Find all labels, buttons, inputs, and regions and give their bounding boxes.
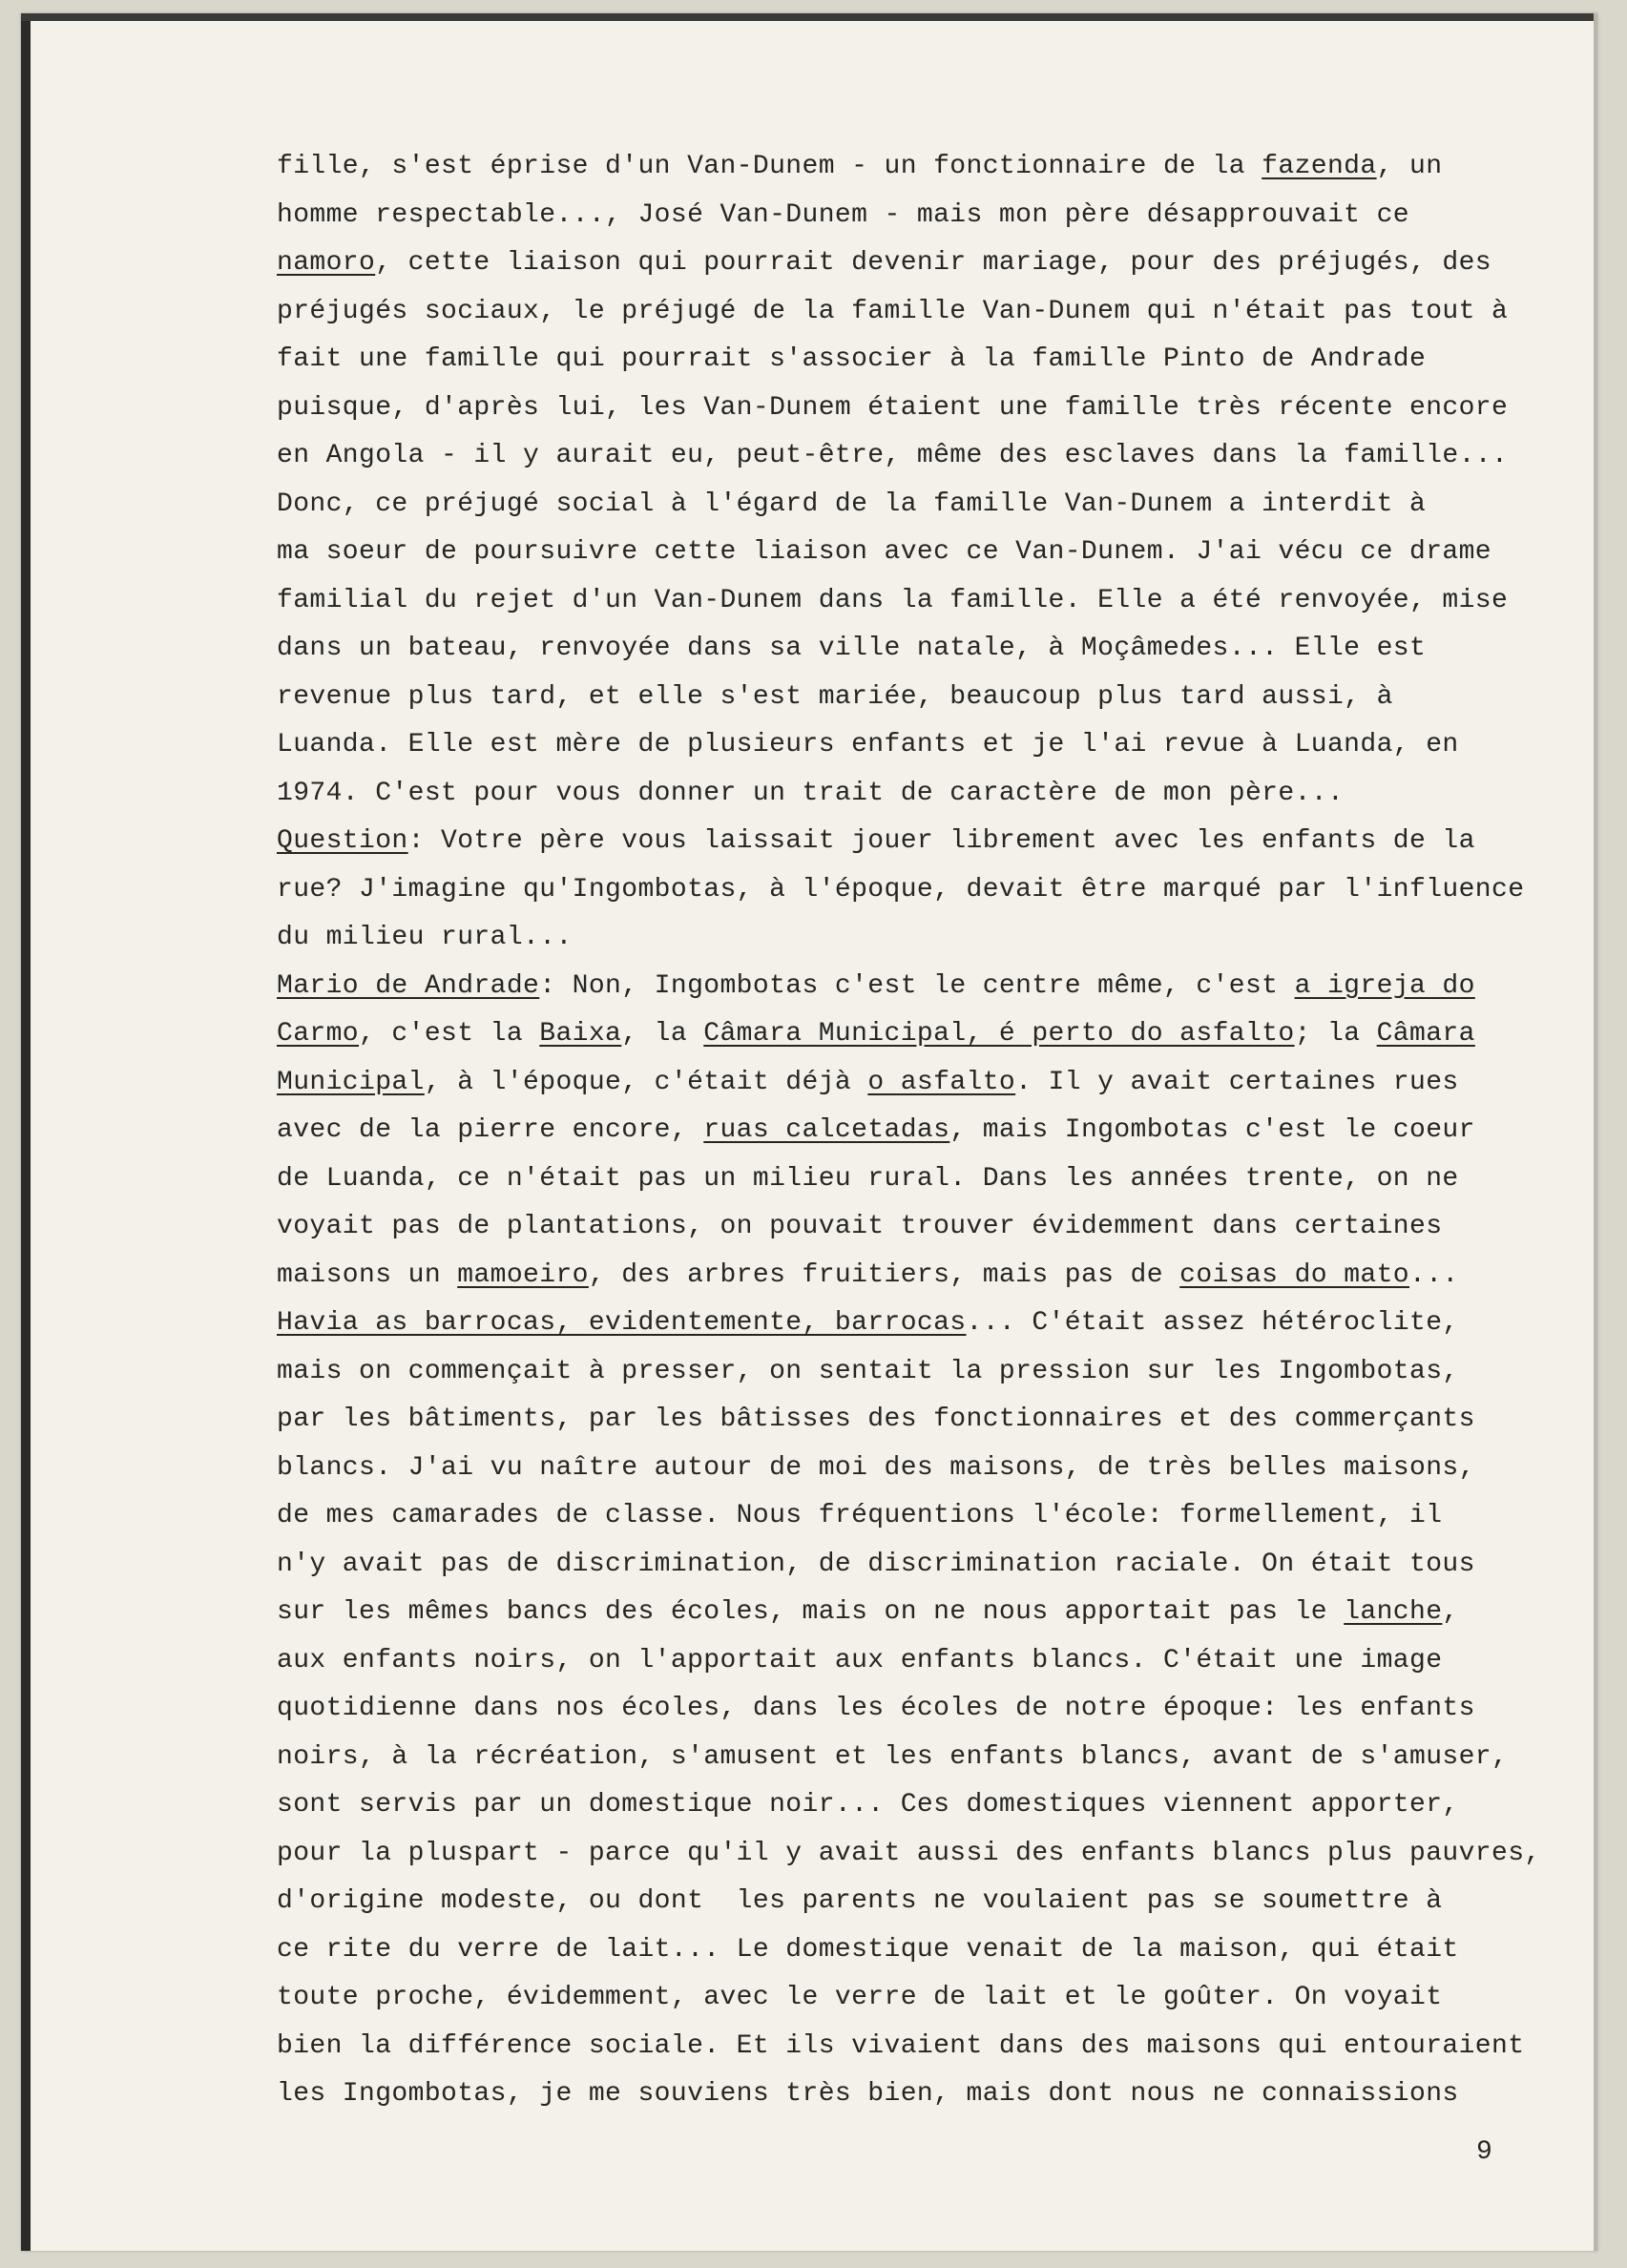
text-line <box>277 1010 1575 1059</box>
text-line <box>277 1203 1575 1252</box>
text-segment: les Ingombotas, je me souviens très bien, mais dont nous ne connaissions <box>277 2079 1459 2109</box>
text-line <box>277 625 1575 674</box>
text-segment: , cette liaison qui pourrait devenir mariage, pour des préjugés, des <box>375 248 1492 278</box>
underlined-term: ruas calcetadas <box>703 1115 950 1145</box>
text-line <box>277 1445 1575 1493</box>
binding-edge <box>21 13 31 2251</box>
text-line <box>277 1155 1575 1204</box>
text-segment: maisons un <box>277 1259 458 1290</box>
text-line <box>277 2070 1575 2119</box>
text-segment: Luanda. Elle est mère de plusieurs enfants et je l'ai revue à Luanda, en <box>277 730 1459 759</box>
text-segment: ... <box>1409 1259 1459 1290</box>
text-segment: ce rite du verre de lait... Le domestique venait de la maison, qui était <box>277 1934 1459 1965</box>
text-segment: préjugés sociaux, le préjugé de la famille Van-Dunem qui n'était pas tout à <box>277 296 1509 326</box>
text-line <box>277 963 1575 1011</box>
text-line <box>277 1781 1575 1830</box>
text-line <box>277 288 1575 337</box>
text-segment: pour la pluspart - parce qu'il y avait aussi des enfants blancs plus pauvres, <box>277 1838 1541 1868</box>
underlined-term: coisas do mato <box>1179 1259 1410 1290</box>
body-text <box>277 143 1575 2119</box>
underlined-term: Municipal <box>277 1067 425 1097</box>
text-line <box>277 1926 1575 1975</box>
page-number: 9 <box>1476 2137 1492 2167</box>
text-segment: sont servis par un domestique noir... Ces domestiques viennent apporter, <box>277 1790 1459 1820</box>
text-segment: , <box>1442 1597 1459 1627</box>
text-line <box>277 1685 1575 1734</box>
top-edge <box>21 13 1597 21</box>
text-segment: mais on commençait à presser, on sentait la pression sur les Ingombotas, <box>277 1356 1459 1386</box>
text-line <box>277 1300 1575 1348</box>
text-segment: n'y avait pas de discrimination, de discrimination raciale. On était tous <box>277 1549 1475 1579</box>
text-segment: bien la différence sociale. Et ils vivaient dans des maisons qui entouraient <box>277 2030 1525 2061</box>
text-line <box>277 1830 1575 1879</box>
text-segment: homme respectable..., José Van-Dunem - mais mon père désapprouvait ce <box>277 199 1409 230</box>
text-line <box>277 914 1575 963</box>
text-segment: quotidienne dans nos écoles, dans les écoles de notre époque: les enfants <box>277 1694 1475 1723</box>
underlined-term: namoro <box>277 248 376 278</box>
text-segment: noirs, à la récréation, s'amusent et les enfants blancs, avant de s'amuser, <box>277 1741 1509 1772</box>
underlined-term: Mario de Andrade <box>277 970 540 1001</box>
text-line <box>277 1974 1575 2023</box>
text-line <box>277 1878 1575 1926</box>
text-line <box>277 192 1575 240</box>
text-segment: de mes camarades de classe. Nous fréquentions l'école: formellement, il <box>277 1501 1443 1530</box>
text-line <box>277 1348 1575 1397</box>
text-line <box>277 770 1575 819</box>
text-segment: en Angola - il y aurait eu, peut-être, même des esclaves dans la famille... <box>277 441 1509 470</box>
text-segment: , des arbres fruitiers, mais pas de <box>588 1259 1180 1290</box>
text-segment: puisque, d'après lui, les Van-Dunem étaient une famille très récente encore <box>277 392 1509 423</box>
text-line <box>277 1589 1575 1637</box>
text-segment: blancs. J'ai vu naître autour de moi des maisons, de très belles maisons, <box>277 1452 1475 1483</box>
text-segment: ... C'était assez hétéroclite, <box>966 1308 1459 1338</box>
text-segment: , c'est la <box>359 1019 540 1049</box>
text-segment: par les bâtiments, par les bâtisses des fonctionnaires et des commerçants <box>277 1404 1475 1434</box>
text-line <box>277 336 1575 385</box>
underlined-term: Carmo <box>277 1019 360 1049</box>
underlined-term: Câmara Municipal, é perto do asfalto <box>703 1019 1295 1049</box>
text-segment: Donc, ce préjugé social à l'égard de la famille Van-Dunem a interdit à <box>277 489 1427 519</box>
text-line <box>277 866 1575 915</box>
text-segment: 1974. C'est pour vous donner un trait de caractère de mon père... <box>277 778 1345 808</box>
underlined-term: Question <box>277 826 408 856</box>
underlined-term: Havia as barrocas, evidentemente, barrocas <box>277 1308 967 1338</box>
text-line <box>277 1541 1575 1590</box>
text-line <box>277 1492 1575 1541</box>
text-segment: revenue plus tard, et elle s'est mariée, beaucoup plus tard aussi, à <box>277 681 1393 712</box>
text-line <box>277 577 1575 626</box>
text-segment: ma soeur de poursuivre cette liaison avec ce Van-Dunem. J'ai vécu ce drame <box>277 537 1492 567</box>
text-segment: fille, s'est éprise d'un Van-Dunem - un fonctionnaire de la <box>277 152 1262 181</box>
text-line <box>277 1396 1575 1445</box>
text-line <box>277 481 1575 530</box>
text-segment: , à l'époque, c'était déjà <box>424 1067 868 1097</box>
text-segment: de Luanda, ce n'était pas un milieu rural. Dans les années trente, on ne <box>277 1163 1459 1194</box>
text-line <box>277 385 1575 433</box>
text-segment: dans un bateau, renvoyée dans sa ville natale, à Moçâmedes... Elle est <box>277 634 1427 663</box>
text-line <box>277 721 1575 770</box>
underlined-term: a igreja do <box>1294 970 1475 1001</box>
underlined-term: o asfalto <box>867 1067 1016 1097</box>
text-line <box>277 1107 1575 1155</box>
text-segment: d'origine modeste, ou dont les parents ne voulaient pas se soumettre à <box>277 1886 1443 1916</box>
text-segment: : Votre père vous laissait jouer librement avec les enfants de la <box>407 826 1475 856</box>
text-segment: du milieu rural... <box>277 923 573 952</box>
text-line <box>277 143 1575 192</box>
text-line <box>277 2023 1575 2071</box>
text-segment: familial du rejet d'un Van-Dunem dans la famille. Elle a été renvoyée, mise <box>277 585 1509 615</box>
text-line <box>277 818 1575 866</box>
text-segment: , un <box>1376 152 1443 181</box>
underlined-term: mamoeiro <box>457 1259 589 1290</box>
underlined-term: fazenda <box>1262 152 1377 181</box>
text-segment: : Non, Ingombotas c'est le centre même, c'est <box>539 970 1295 1001</box>
text-segment: . Il y avait certaines rues <box>1015 1067 1459 1097</box>
text-segment: , mais Ingombotas c'est le coeur <box>949 1115 1475 1145</box>
underlined-term: lanche <box>1344 1597 1443 1627</box>
text-segment: fait une famille qui pourrait s'associer à la famille Pinto de Andrade <box>277 344 1427 374</box>
text-line <box>277 674 1575 722</box>
underlined-term: Baixa <box>539 1019 622 1049</box>
text-segment: sur les mêmes bancs des écoles, mais on ne nous apportait pas le <box>277 1597 1345 1627</box>
text-line <box>277 432 1575 481</box>
text-line <box>277 529 1575 577</box>
text-line <box>277 1059 1575 1108</box>
text-segment: ; la <box>1294 1019 1377 1049</box>
text-line <box>277 1637 1575 1686</box>
text-segment: , la <box>621 1019 704 1049</box>
text-segment: aux enfants noirs, on l'apportait aux enfants blancs. C'était une image <box>277 1645 1443 1675</box>
text-segment: avec de la pierre encore, <box>277 1115 704 1145</box>
right-edge <box>1594 13 1597 2251</box>
underlined-term: Câmara <box>1376 1019 1475 1049</box>
text-segment: rue? J'imagine qu'Ingombotas, à l'époque, devait être marqué par l'influence <box>277 874 1525 905</box>
text-line <box>277 1734 1575 1782</box>
text-segment: toute proche, évidemment, avec le verre de lait et le goûter. On voyait <box>277 1983 1443 2012</box>
text-segment: voyait pas de plantations, on pouvait trouver évidemment dans certaines <box>277 1212 1443 1241</box>
text-line <box>277 1252 1575 1300</box>
text-line <box>277 239 1575 288</box>
